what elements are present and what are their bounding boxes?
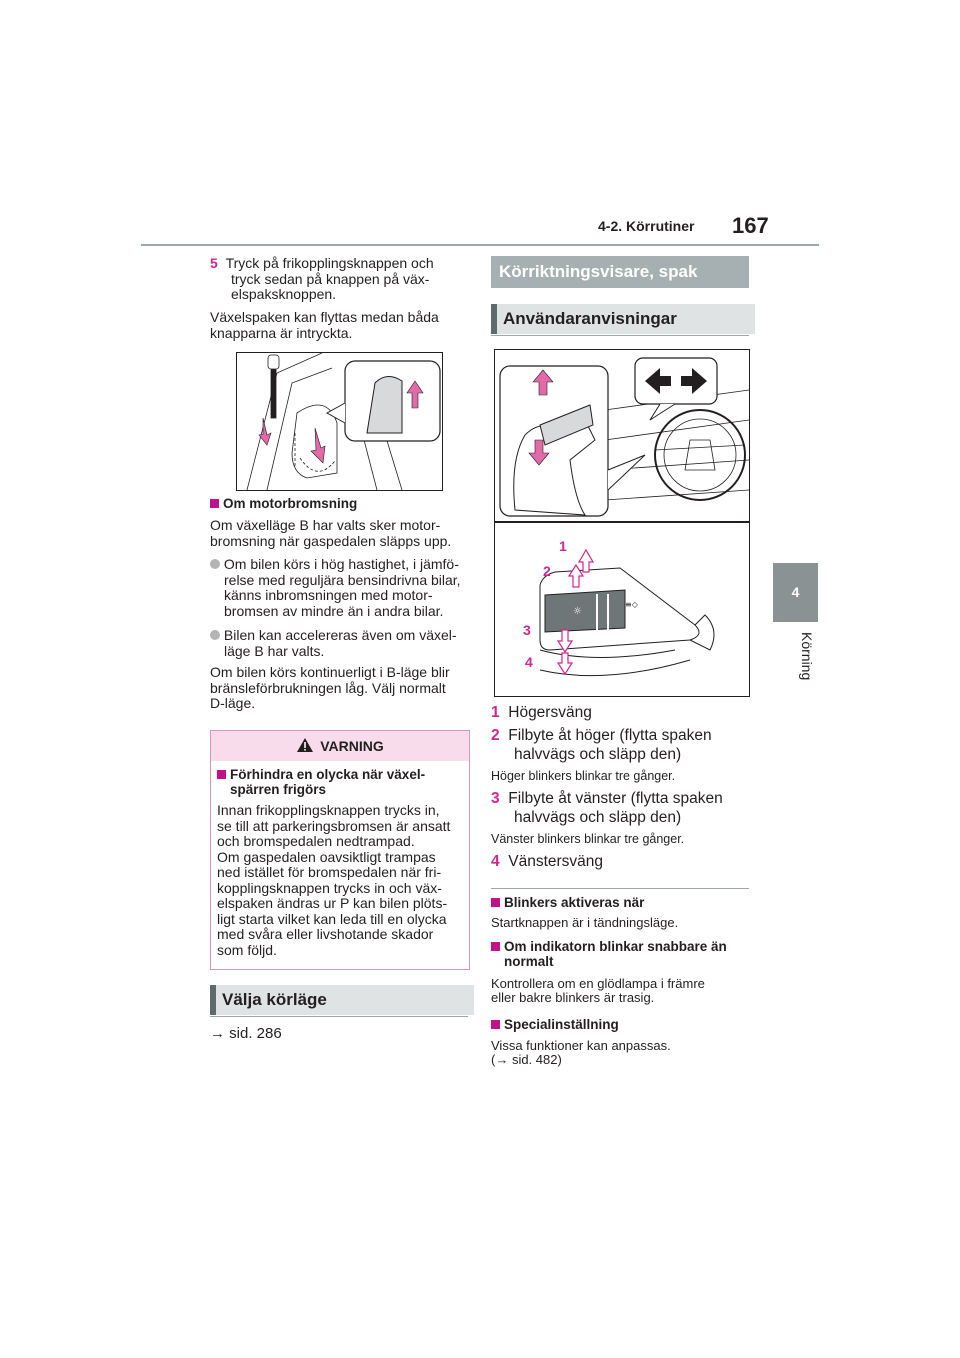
- step-text: halvvägs och släpp den): [514, 746, 682, 763]
- step-text: Filbyte åt höger (flytta spaken: [508, 727, 712, 744]
- section-title-bar: Körriktningsvisare, spak: [491, 256, 749, 288]
- para-line: bränsleförbrukningen låg. Välj normalt: [210, 679, 446, 696]
- para-blinkers-aktiveras: Startknappen är i tändningsläge.: [491, 915, 679, 930]
- page-reference-link[interactable]: → sid. 286: [210, 1025, 282, 1042]
- warning-line: kopplingsknappen trycks in och väx-: [217, 879, 442, 896]
- para-specialinstallning: [491, 1039, 671, 1067]
- para-line: Kontrollera om en glödlampa i främre: [491, 976, 705, 991]
- subheading-valja-korlage: Välja körläge: [210, 985, 474, 1015]
- step-4: [491, 852, 603, 871]
- figure-label-2: 2: [543, 563, 551, 579]
- svg-text:☼: ☼: [573, 606, 582, 617]
- warning-header: [211, 731, 469, 761]
- bullet-line: känns inbromsningen med motor-: [224, 587, 433, 603]
- heading-text: Blinkers aktiveras när: [504, 895, 645, 910]
- bullet-line: läge B har valts.: [224, 642, 325, 659]
- page-number: 167: [732, 213, 769, 238]
- heading-motorbromsning: [210, 496, 357, 511]
- figure-label-4: 4: [525, 654, 533, 670]
- warning-line: ned istället för bromspedalen när fri-: [217, 864, 442, 880]
- step-2-note: Höger blinkers blinkar tre gånger.: [491, 769, 676, 783]
- warning-line: med svåra eller livshotande skador: [217, 926, 434, 942]
- warning-line: se till att parkeringsbromsen är ansatt: [217, 817, 451, 834]
- para-line: Växelspaken kan flyttas medan båda: [210, 309, 439, 325]
- warning-title: VARNING: [320, 738, 384, 754]
- step-2: [491, 726, 751, 764]
- warning-line: Innan frikopplingsknappen trycks in,: [217, 802, 440, 818]
- warning-content: [211, 761, 469, 958]
- step-5-line1: Tryck på frikopplingsknappen och: [225, 255, 434, 271]
- step-number: 1: [491, 704, 500, 721]
- step-number: 2: [491, 727, 500, 744]
- heading-indikator: [491, 939, 751, 969]
- heading-text: normalt: [504, 954, 554, 969]
- step-3: [491, 789, 751, 827]
- subheading-underline: [210, 1016, 468, 1017]
- para-indikator: [491, 977, 705, 1005]
- step-5-line3: elspaksknoppen.: [231, 286, 337, 302]
- para-line: knapparna är intryckta.: [210, 324, 353, 341]
- step-number: 3: [491, 790, 500, 807]
- para-line: Om bilen körs kontinuerligt i B-läge blir: [210, 664, 450, 680]
- para-line: bromsning när gaspedalen släpps upp.: [210, 532, 452, 549]
- warning-heading-line: spärren frigörs: [230, 782, 327, 797]
- step-3-note: Vänster blinkers blinkar tre gånger.: [491, 832, 685, 846]
- warning-line: och bromspedalen nedtrampad.: [217, 833, 415, 849]
- warning-line: Om gaspedalen oavsiktligt trampas: [217, 848, 436, 865]
- step-text: halvvägs och släpp den): [514, 809, 682, 826]
- warning-box: [210, 730, 470, 970]
- subheading-underline: [491, 335, 749, 336]
- warning-line: ligt starta vilket kan leda till en olycka: [217, 910, 447, 927]
- step-text: Högersväng: [508, 704, 592, 721]
- heading-text: Om motorbromsning: [223, 496, 358, 511]
- warning-line: som följd.: [217, 941, 277, 958]
- step-number: 4: [491, 853, 500, 870]
- heading-blinkers-aktiveras: [491, 895, 644, 910]
- chapter-header-title: 4-2. Körrutiner: [598, 218, 695, 234]
- bullet-item-2: [210, 628, 470, 659]
- step-5: [210, 256, 470, 303]
- para-line: D-läge.: [210, 695, 256, 711]
- chapter-tab[interactable]: 4: [773, 563, 818, 622]
- para-line: eller bakre blinkers är trasig.: [491, 990, 655, 1005]
- bullet-line: Om bilen körs i hög hastighet, i jämfö-: [223, 556, 459, 572]
- warning-line: elspaken ändras ur P kan bilen plöts-: [217, 895, 448, 911]
- turn-signal-figure: [494, 349, 750, 697]
- para-line: Vissa funktioner kan anpassas.: [491, 1038, 671, 1053]
- chapter-tab-label: Körning: [799, 632, 815, 681]
- step-text: Filbyte åt vänster (flytta spaken: [508, 790, 723, 807]
- para-b-mode: [210, 665, 470, 712]
- page-reference-link[interactable]: (→ sid. 482): [491, 1052, 562, 1067]
- square-bullet-icon: [491, 942, 500, 951]
- figure-label-1: 1: [559, 538, 567, 554]
- square-bullet-icon: [217, 770, 226, 779]
- step-text: Vänstersväng: [508, 853, 604, 870]
- heading-text: Om indikatorn blinkar snabbare än: [504, 939, 727, 954]
- shift-lever-illustration: [237, 353, 442, 490]
- heading-text: Specialinställning: [504, 1017, 619, 1032]
- square-bullet-icon: [491, 1020, 500, 1029]
- svg-text:≡◇: ≡◇: [625, 600, 638, 609]
- heading-specialinstallning: [491, 1017, 619, 1032]
- turn-signal-illustration: [495, 350, 749, 696]
- warning-triangle-icon: [296, 737, 314, 753]
- warning-heading-line: Förhindra en olycka när växel-: [230, 767, 426, 782]
- square-bullet-icon: [491, 898, 500, 907]
- header-divider: [141, 244, 819, 246]
- bullet-line: relse med reguljära bensindrivna bilar,: [224, 571, 461, 588]
- bullet-line: Bilen kan accelereras även om växel-: [223, 627, 457, 643]
- bullet-item-1: [210, 557, 470, 619]
- step-5-number: 5: [210, 255, 218, 271]
- shift-lever-figure: [236, 352, 443, 491]
- para-motorbromsning: [210, 518, 470, 549]
- para-shift-lever: [210, 310, 470, 341]
- bullet-line: bromsen av mindre än i andra bilar.: [224, 602, 444, 619]
- subheading-anvandaranvisningar: Användaranvisningar: [491, 304, 755, 334]
- warning-text: [217, 803, 463, 958]
- step-5-line2: tryck sedan på knappen på väx-: [231, 270, 430, 287]
- round-bullet-icon: [210, 630, 220, 640]
- warning-heading: [217, 767, 463, 797]
- figure-label-3: 3: [523, 622, 531, 638]
- round-bullet-icon: [210, 559, 220, 569]
- step-1: [491, 703, 592, 722]
- para-line: Om växelläge B har valts sker motor-: [210, 517, 441, 533]
- square-bullet-icon: [210, 499, 219, 508]
- section-divider: [491, 888, 749, 889]
